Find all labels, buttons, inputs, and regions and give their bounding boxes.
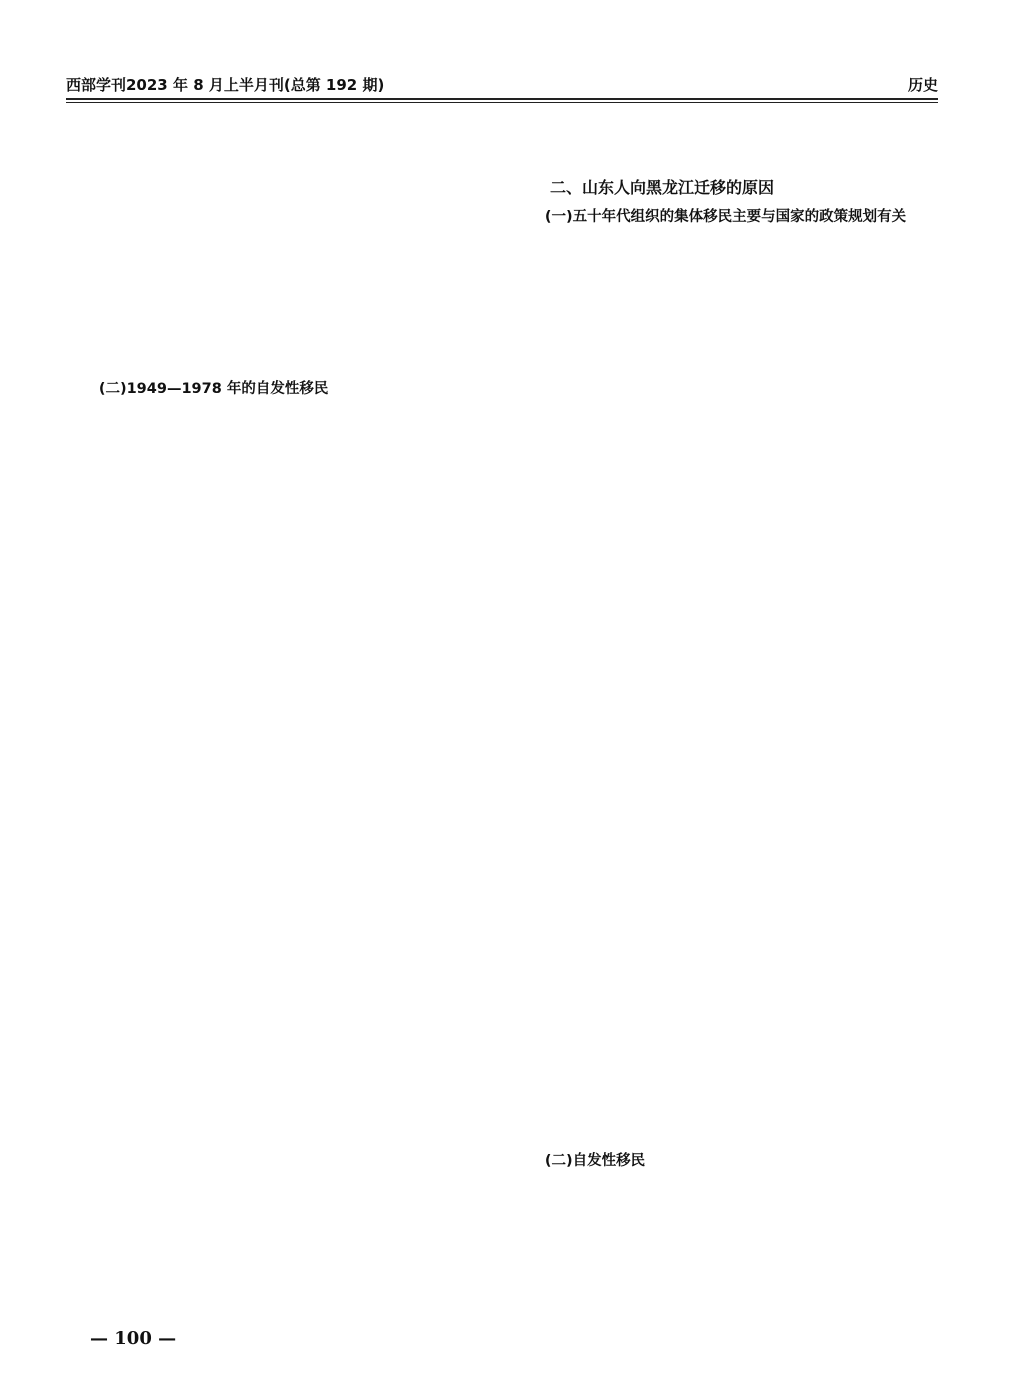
subheading: (二)1949—1978 年的自发性移民 [98,381,329,397]
header-rule-thin [66,102,938,103]
paragraph [526,1175,950,1285]
running-header [66,74,938,100]
section-heading: 二、山东人向黑龙江迁移的原因 [550,178,775,197]
left-column [80,116,504,1149]
paragraph [526,116,950,170]
subheading: (一)五十年代组织的集体移民主要与国家的政策规划有关 [544,209,907,225]
paragraph [526,716,950,932]
paragraph [526,932,950,1148]
paragraph [80,116,504,376]
section-title: 历史 [907,76,938,94]
header-rule [66,98,938,100]
paragraph [80,403,504,457]
right-column [526,116,950,1169]
paragraph [80,1158,504,1292]
journal-title: 西部学刊2023 年 8 月上半月刊(总第 192 期) [66,76,385,94]
page-number: — 100 — [90,1328,177,1349]
paragraph [80,862,504,1158]
paragraph [526,258,950,716]
subheading: (二)自发性移民 [544,1153,646,1169]
paragraph [80,457,504,862]
